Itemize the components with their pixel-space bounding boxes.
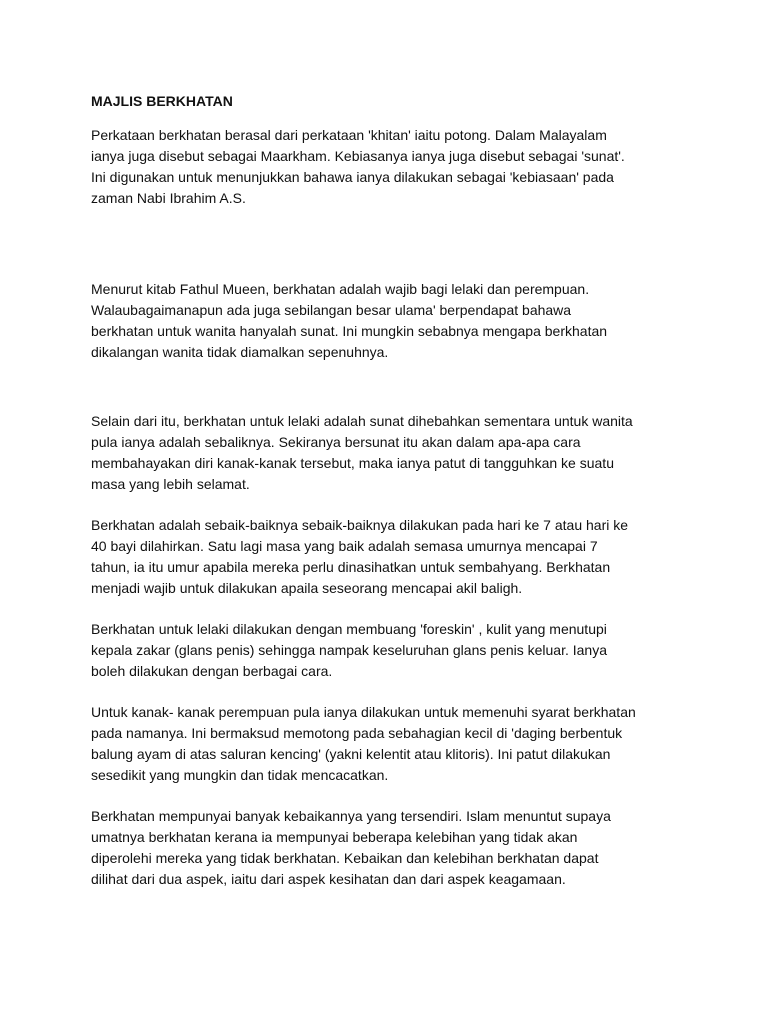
paragraph-line: berkhatan untuk wanita hanyalah sunat. Ini mungkin sebabnya mengapa berkhatan (91, 323, 608, 339)
paragraph-line: umatnya berkhatan kerana ia mempunyai beberapa kelebihan yang tidak akan (91, 829, 578, 845)
paragraph-line: Berkhatan mempunyai banyak kebaikannya yang tersendiri. Islam menuntut supaya (91, 808, 611, 824)
paragraph-5 (91, 619, 691, 682)
paragraph-line: membahayakan diri kanak-kanak tersebut, maka ianya patut di tangguhkan ke suatu (91, 455, 614, 471)
paragraph-spacer (91, 682, 691, 702)
paragraph-line: Selain dari itu, berkhatan untuk lelaki adalah sunat dihebahkan sementara untuk wanita (91, 413, 633, 429)
paragraph-line: Berkhatan adalah sebaik-baiknya sebaik-baiknya dilakukan pada hari ke 7 atau hari ke (91, 517, 629, 533)
paragraph-line: pula ianya adalah sebaliknya. Sekiranya bersunat itu akan dalam apa-apa cara (91, 434, 581, 450)
paragraph-line: Untuk kanak- kanak perempuan pula ianya dilakukan untuk memenuhi syarat berkhatan (91, 704, 636, 720)
paragraph-line: Perkataan berkhatan berasal dari perkataan 'khitan' iaitu potong. Dalam Malayalam (91, 127, 607, 143)
paragraph-line: ianya juga disebut sebagai Maarkham. Kebiasanya ianya juga disebut sebagai 'sunat'. (91, 148, 625, 164)
paragraph-line: pada namanya. Ini bermaksud memotong pada sebahagian kecil di 'daging berbentuk (91, 725, 623, 741)
paragraph-line: Ini digunakan untuk menunjukkan bahawa ianya dilakukan sebagai 'kebiasaan' pada (91, 169, 614, 185)
paragraph-line: kepala zakar (glans penis) sehingga nampak keseluruhan glans penis keluar. Ianya (91, 642, 607, 658)
paragraph-2 (91, 279, 691, 363)
paragraph-line: Walaubagaimanapun ada juga sebilangan besar ulama' berpendapat bahawa (91, 302, 572, 318)
paragraph-line: tahun, ia itu umur apabila mereka perlu dinasihatkan untuk sembahyang. Berkhatan (91, 559, 611, 575)
paragraph-spacer (91, 209, 691, 279)
paragraph-line: zaman Nabi Ibrahim A.S. (91, 190, 246, 206)
paragraph-3 (91, 411, 691, 495)
paragraph-line: dilihat dari dua aspek, iaitu dari aspek kesihatan dan dari aspek keagamaan. (91, 871, 566, 887)
paragraph-line: 40 bayi dilahirkan. Satu lagi masa yang baik adalah semasa umurnya mencapai 7 (91, 538, 598, 554)
document-page (91, 91, 691, 890)
paragraph-spacer (91, 363, 691, 411)
paragraph-1 (91, 125, 691, 209)
paragraph-line: dikalangan wanita tidak diamalkan sepenuhnya. (91, 344, 389, 360)
paragraph-line: balung ayam di atas saluran kencing' (yakni kelentit atau klitoris). Ini patut dilakukan (91, 746, 611, 762)
paragraph-line: menjadi wajib untuk dilakukan apaila seseorang mencapai akil baligh. (91, 580, 523, 596)
paragraph-line: Berkhatan untuk lelaki dilakukan dengan membuang 'foreskin' , kulit yang menutupi (91, 621, 607, 637)
paragraph-line: boleh dilakukan dengan berbagai cara. (91, 663, 333, 679)
paragraph-spacer (91, 599, 691, 619)
paragraph-spacer (91, 786, 691, 806)
document-title: MAJLIS BERKHATAN (91, 93, 233, 109)
paragraph-4 (91, 515, 691, 599)
paragraph-7 (91, 806, 691, 890)
paragraph-6 (91, 702, 691, 786)
paragraph-line: masa yang lebih selamat. (91, 476, 250, 492)
paragraph-line: sesedikit yang mungkin dan tidak mencacatkan. (91, 767, 389, 783)
paragraph-line: diperolehi mereka yang tidak berkhatan. Kebaikan dan kelebihan berkhatan dapat (91, 850, 599, 866)
paragraph-line: Menurut kitab Fathul Mueen, berkhatan adalah wajib bagi lelaki dan perempuan. (91, 281, 590, 297)
paragraph-spacer (91, 495, 691, 515)
